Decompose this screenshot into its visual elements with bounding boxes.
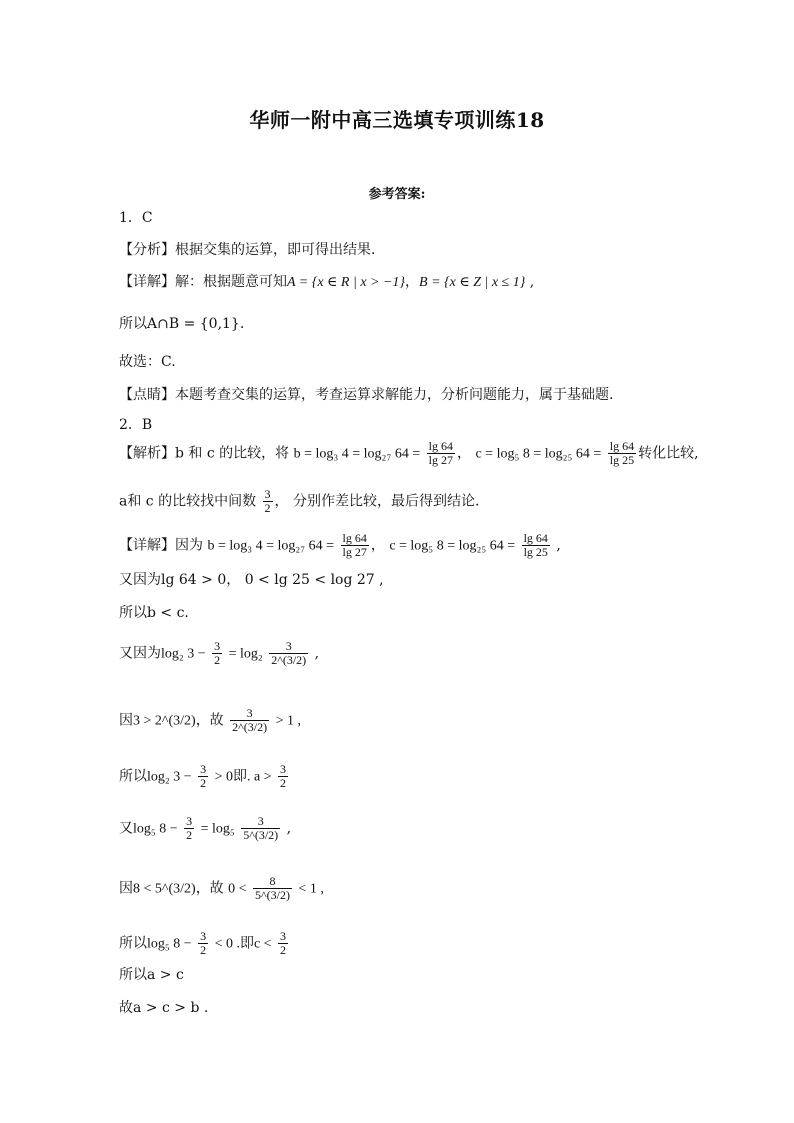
frac-b-den: lg 27: [342, 545, 367, 560]
ineq1-tail: > 1 ,: [275, 713, 301, 729]
ineq2: 8 < 5^(3/2): [133, 881, 196, 897]
q2-label: 2．B: [119, 417, 153, 433]
eq-c: c = log₅ 8 = log₂₅ 64 =: [389, 538, 516, 554]
frac-c-num: lg 64: [523, 531, 548, 545]
den: 2^(3/2): [232, 720, 268, 735]
page-title: 华师一附中高三选填专项训练18: [249, 108, 545, 132]
num: 3: [200, 929, 207, 943]
frac-c-den: lg 25: [609, 453, 635, 468]
frac-c-den: lg 25: [523, 545, 548, 560]
eq-c: c = log₅ 8 = log₂₅ 64 =: [475, 446, 602, 462]
c1-tail: < 0 .即c <: [214, 936, 272, 952]
yin-prefix: 因: [119, 712, 133, 729]
parse-text-d: ， 分别作差比较，最后得到结论.: [274, 493, 480, 510]
frac-3-2: [184, 815, 194, 842]
num: 3: [230, 707, 269, 721]
q2-line-ac: 所以a > c: [119, 967, 184, 983]
num: 3: [241, 815, 280, 829]
frac-b-den: lg 27: [428, 453, 454, 468]
answer-heading: 参考答案:: [368, 187, 426, 202]
detail-tag: 【详解】: [119, 537, 175, 554]
q2-detail: 【详解】因为 b = log₃ 4 = log₂₇ 64 = $\frac{\lg 64}{\lg 27}$ ， c = log₅ 8 = log₂₅ 64 = $\frac{\lg 64}{\lg 25}$ ,: [119, 531, 561, 560]
q2-line-again: 又因为lg 64 > 0， 0 < lg 25 < log 27 ,: [119, 572, 384, 588]
frac-3-pow: [269, 640, 308, 667]
num: 3: [269, 640, 308, 654]
frac-c: [608, 440, 636, 467]
frac-3-2: [212, 640, 222, 667]
detail-tag: 【详解】: [119, 274, 175, 290]
a1-expr: 所以log₂ 3 −: [119, 769, 192, 785]
q1-detail: 【详解】解：根据题意可知A = {x ∈ R | x > −1}，B = {x ∈ Z | x ≤ 1} ,: [119, 274, 535, 290]
q1-result: 所以A∩B = {0,1}.: [119, 316, 245, 332]
log2-expr: log₂ 3 −: [161, 646, 206, 662]
ineq1: 3 > 2^(3/2): [133, 713, 196, 729]
detail-prefix: 解：根据题意可知: [175, 274, 287, 290]
log2-prefix: 又因为: [119, 645, 161, 662]
q2-parse-line2: [119, 488, 479, 515]
log5-eq: = log₅: [200, 821, 235, 837]
den: 2: [280, 776, 287, 791]
q2-line-final: 故a > c > b .: [119, 1000, 209, 1016]
den: 2: [186, 828, 193, 843]
eq-b: b = log₃ 4 = log₂₇ 64 =: [207, 538, 335, 554]
frac-mid: [263, 488, 273, 515]
num: 3: [280, 929, 287, 943]
den: 2: [200, 943, 207, 958]
eq-b: b = log₃ 4 = log₂₇ 64 =: [293, 446, 421, 462]
q1-label: 1．C: [119, 210, 153, 226]
q2-yin2: [119, 875, 324, 902]
den: 5^(3/2): [243, 828, 279, 843]
yin-mid: ，故: [195, 712, 224, 729]
den: 2^(3/2): [271, 653, 307, 668]
parse-text-c: a和 c 的比较找中间数: [119, 493, 257, 510]
frac-3-2: [198, 930, 208, 957]
num: 8: [253, 875, 292, 889]
parse-text-a: b 和 c 的比较，将: [175, 445, 290, 462]
num: 3: [186, 814, 193, 828]
analysis-text: 根据交集的运算，即可得出结果.: [175, 242, 376, 258]
q2-log2: 又因为log₂ 3 − $\frac{3}{2}$ = log₂ $\frac{3}{2\^{}(3/2)}$ ,: [119, 639, 320, 668]
c1-expr: 所以log₅ 8 −: [119, 936, 192, 952]
comment-tag: 【点睛】: [119, 387, 175, 403]
q2-a1: [119, 763, 290, 790]
q1-choice: 故选：C.: [119, 354, 176, 370]
frac-b-num: lg 64: [428, 439, 454, 453]
q1-analysis: [119, 240, 375, 260]
q2-c1: [119, 930, 290, 957]
frac-c-num: lg 64: [609, 439, 635, 453]
frac-3-2: [278, 930, 288, 957]
a1-tail: > 0即. a >: [214, 769, 272, 785]
den: 2: [214, 653, 221, 668]
frac-mid-num: 3: [264, 487, 271, 501]
ineq2-tail: < 1 ,: [298, 881, 324, 897]
frac-3-2: [278, 763, 288, 790]
detail-prefix: 因为: [175, 537, 203, 554]
q2-yin1: [119, 707, 301, 734]
log5-expr: log₅ 8 −: [133, 821, 178, 837]
log5-prefix: 又: [119, 820, 133, 837]
parse-text-b: 转化比较,: [638, 445, 699, 462]
den: 5^(3/2): [255, 888, 290, 903]
set-b: B = {x ∈ Z | x ≤ 1}: [419, 275, 526, 290]
q1-comment: [119, 385, 613, 405]
frac-b-num: lg 64: [342, 531, 367, 545]
num: 3: [200, 762, 207, 776]
parse-tag: 【解析】: [119, 445, 175, 462]
frac-3-pow: [230, 707, 269, 734]
set-a: A = {x ∈ R | x > −1}: [287, 275, 406, 290]
yin-mid: ，故: [195, 880, 224, 897]
frac-mid-den: 2: [264, 501, 271, 516]
frac-3-pow5: [241, 815, 280, 842]
analysis-tag: 【分析】: [119, 242, 175, 258]
frac-b: [341, 532, 369, 559]
q2-parse-line1: 【解析】b 和 c 的比较，将 b = log₃ 4 = log₂₇ 64 = $\frac{\lg 64}{\lg 27}$ ， c = log₅ 8 = log₂₅ 64 = $\frac{\lg 64}{\lg 25}$ 转化比较,: [119, 439, 699, 468]
den: 2: [200, 776, 207, 791]
frac-c: [522, 532, 550, 559]
comment-text: 本题考查交集的运算，考查运算求解能力，分析问题能力，属于基础题.: [175, 387, 614, 403]
q2-line-bc: 所以b < c.: [119, 605, 189, 621]
frac-b: [427, 440, 455, 467]
num: 3: [280, 762, 287, 776]
q2-log5: 又log₅ 8 − $\frac{3}{2}$ = log₅ $\frac{3}{5\^{}(3/2)}$ ,: [119, 814, 292, 843]
ineq2-head: 0 <: [228, 881, 247, 897]
frac-3-2: [198, 763, 208, 790]
num: 3: [214, 639, 221, 653]
den: 2: [280, 943, 287, 958]
frac-8-pow5: [253, 875, 292, 902]
log2-eq: = log₂: [228, 646, 263, 662]
yin-prefix: 因: [119, 880, 133, 897]
